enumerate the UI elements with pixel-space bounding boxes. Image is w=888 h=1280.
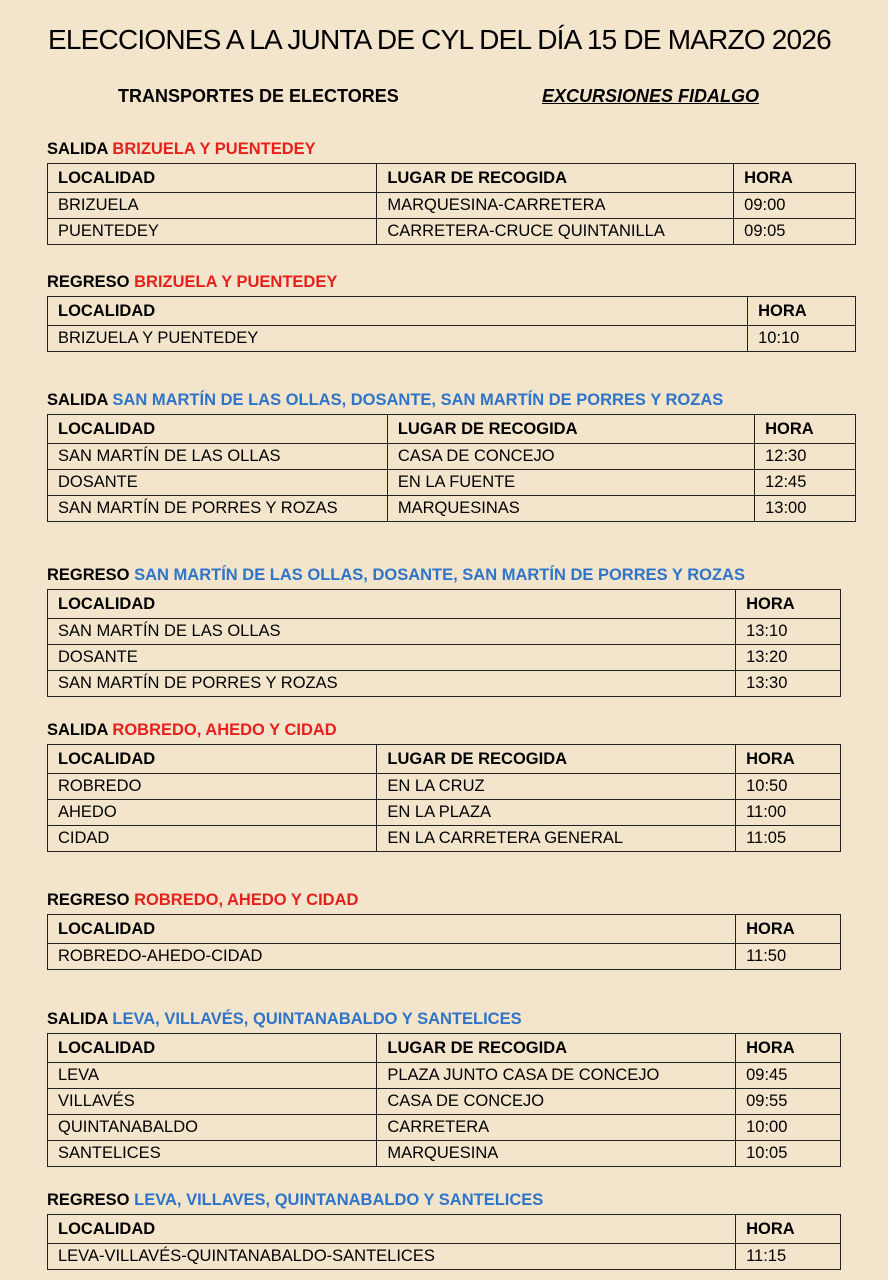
table-row [48, 496, 856, 522]
hora-cell: 09:45 [736, 1063, 841, 1089]
salida-section-title [47, 721, 337, 740]
localidad-cell: SAN MARTÍN DE LAS OLLAS [48, 619, 736, 645]
table-row [48, 800, 841, 826]
table-header-row [48, 590, 841, 619]
hora-cell: 13:20 [736, 645, 841, 671]
table-row [48, 470, 856, 496]
column-header-hora: HORA [736, 915, 841, 944]
table-header-row [48, 415, 856, 444]
column-header-lugar: LUGAR DE RECOGIDA [377, 164, 734, 193]
regreso-section-title [47, 891, 358, 910]
column-header-hora: HORA [736, 745, 841, 774]
lugar-cell: EN LA PLAZA [377, 800, 736, 826]
hora-cell: 10:50 [736, 774, 841, 800]
localidad-cell: SAN MARTÍN DE PORRES Y ROZAS [48, 496, 388, 522]
hora-cell: 10:05 [736, 1141, 841, 1167]
hora-cell: 09:05 [734, 219, 856, 245]
column-header-lugar: LUGAR DE RECOGIDA [377, 1034, 736, 1063]
table-row [48, 619, 841, 645]
column-header-hora: HORA [736, 1034, 841, 1063]
table-row [48, 671, 841, 697]
localidad-cell: VILLAVÉS [48, 1089, 377, 1115]
section-places: BRIZUELA Y PUENTEDEY [112, 140, 316, 158]
table-row [48, 219, 856, 245]
lugar-cell: MARQUESINA [377, 1141, 736, 1167]
localidad-cell: QUINTANABALDO [48, 1115, 377, 1141]
lugar-cell: EN LA CRUZ [377, 774, 736, 800]
salida-schedule-table [47, 414, 856, 522]
hora-cell: 11:00 [736, 800, 841, 826]
table-row [48, 774, 841, 800]
table-row [48, 444, 856, 470]
column-header-hora: HORA [736, 590, 841, 619]
section-type: REGRESO [47, 273, 130, 291]
localidad-cell: PUENTEDEY [48, 219, 377, 245]
table-header-row [48, 297, 856, 326]
regreso-schedule-table [47, 914, 841, 970]
section-type: SALIDA [47, 140, 108, 158]
column-header-hora: HORA [734, 164, 856, 193]
table-row [48, 326, 856, 352]
table-header-row [48, 1215, 841, 1244]
column-header-hora: HORA [755, 415, 856, 444]
lugar-cell: CASA DE CONCEJO [387, 444, 754, 470]
subtitle-transportes: TRANSPORTES DE ELECTORES [118, 86, 399, 106]
localidad-cell: SANTELICES [48, 1141, 377, 1167]
column-header-localidad: LOCALIDAD [48, 915, 736, 944]
table-row [48, 826, 841, 852]
table-header-row [48, 1034, 841, 1063]
section-places: BRIZUELA Y PUENTEDEY [134, 273, 338, 291]
section-type: REGRESO [47, 891, 130, 909]
hora-cell: 13:00 [755, 496, 856, 522]
page-title: ELECCIONES A LA JUNTA DE CYL DEL DÍA 15 DE MARZO 2026 [48, 24, 831, 55]
salida-section-title [47, 1010, 522, 1029]
lugar-cell: CASA DE CONCEJO [377, 1089, 736, 1115]
localidad-cell: ROBREDO [48, 774, 377, 800]
column-header-localidad: LOCALIDAD [48, 1215, 736, 1244]
localidad-cell: ROBREDO-AHEDO-CIDAD [48, 944, 736, 970]
column-header-hora: HORA [736, 1215, 841, 1244]
localidad-cell: DOSANTE [48, 470, 388, 496]
table-row [48, 1089, 841, 1115]
lugar-cell: PLAZA JUNTO CASA DE CONCEJO [377, 1063, 736, 1089]
table-header-row [48, 915, 841, 944]
salida-schedule-table [47, 744, 841, 852]
hora-cell: 09:55 [736, 1089, 841, 1115]
section-places: ROBREDO, AHEDO Y CIDAD [112, 721, 337, 739]
regreso-schedule-table [47, 296, 856, 352]
lugar-cell: CARRETERA-CRUCE QUINTANILLA [377, 219, 734, 245]
hora-cell: 13:30 [736, 671, 841, 697]
table-row [48, 645, 841, 671]
column-header-localidad: LOCALIDAD [48, 1034, 377, 1063]
localidad-cell: SAN MARTÍN DE PORRES Y ROZAS [48, 671, 736, 697]
salida-section-title [47, 391, 723, 410]
subtitle-company: EXCURSIONES FIDALGO [542, 86, 760, 106]
column-header-localidad: LOCALIDAD [48, 415, 388, 444]
table-row [48, 1115, 841, 1141]
column-header-localidad: LOCALIDAD [48, 164, 377, 193]
regreso-schedule-table [47, 589, 841, 697]
table-header-row [48, 745, 841, 774]
hora-cell: 10:00 [736, 1115, 841, 1141]
section-type: REGRESO [47, 566, 130, 584]
regreso-section-title [47, 1191, 543, 1210]
lugar-cell: MARQUESINAS [387, 496, 754, 522]
section-places: SAN MARTÍN DE LAS OLLAS, DOSANTE, SAN MARTÍN DE PORRES Y ROZAS [134, 566, 745, 584]
section-places: SAN MARTÍN DE LAS OLLAS, DOSANTE, SAN MARTÍN DE PORRES Y ROZAS [112, 391, 724, 409]
localidad-cell: DOSANTE [48, 645, 736, 671]
localidad-cell: LEVA-VILLAVÉS-QUINTANABALDO-SANTELICES [48, 1244, 736, 1270]
section-places: ROBREDO, AHEDO Y CIDAD [134, 891, 359, 909]
section-type: REGRESO [47, 1191, 130, 1209]
hora-cell: 12:30 [755, 444, 856, 470]
salida-schedule-table [47, 163, 856, 245]
regreso-section-title [47, 566, 745, 585]
column-header-lugar: LUGAR DE RECOGIDA [387, 415, 754, 444]
section-places: LEVA, VILLAVES, QUINTANABALDO Y SANTELICES [134, 1191, 544, 1209]
localidad-cell: LEVA [48, 1063, 377, 1089]
section-places: LEVA, VILLAVÉS, QUINTANABALDO Y SANTELICES [112, 1010, 522, 1028]
lugar-cell: MARQUESINA-CARRETERA [377, 193, 734, 219]
hora-cell: 13:10 [736, 619, 841, 645]
localidad-cell: SAN MARTÍN DE LAS OLLAS [48, 444, 388, 470]
table-row [48, 1244, 841, 1270]
section-type: SALIDA [47, 391, 108, 409]
regreso-section-title [47, 273, 337, 292]
column-header-hora: HORA [748, 297, 856, 326]
lugar-cell: EN LA CARRETERA GENERAL [377, 826, 736, 852]
table-row [48, 944, 841, 970]
hora-cell: 11:50 [736, 944, 841, 970]
lugar-cell: EN LA FUENTE [387, 470, 754, 496]
salida-section-title [47, 140, 316, 159]
localidad-cell: AHEDO [48, 800, 377, 826]
hora-cell: 09:00 [734, 193, 856, 219]
table-row [48, 1141, 841, 1167]
column-header-localidad: LOCALIDAD [48, 745, 377, 774]
salida-schedule-table [47, 1033, 841, 1167]
section-type: SALIDA [47, 1010, 108, 1028]
hora-cell: 12:45 [755, 470, 856, 496]
column-header-localidad: LOCALIDAD [48, 590, 736, 619]
regreso-schedule-table [47, 1214, 841, 1270]
column-header-lugar: LUGAR DE RECOGIDA [377, 745, 736, 774]
section-type: SALIDA [47, 721, 108, 739]
localidad-cell: BRIZUELA [48, 193, 377, 219]
hora-cell: 11:05 [736, 826, 841, 852]
table-header-row [48, 164, 856, 193]
column-header-localidad: LOCALIDAD [48, 297, 748, 326]
lugar-cell: CARRETERA [377, 1115, 736, 1141]
localidad-cell: BRIZUELA Y PUENTEDEY [48, 326, 748, 352]
table-row [48, 1063, 841, 1089]
hora-cell: 11:15 [736, 1244, 841, 1270]
localidad-cell: CIDAD [48, 826, 377, 852]
hora-cell: 10:10 [748, 326, 856, 352]
table-row [48, 193, 856, 219]
